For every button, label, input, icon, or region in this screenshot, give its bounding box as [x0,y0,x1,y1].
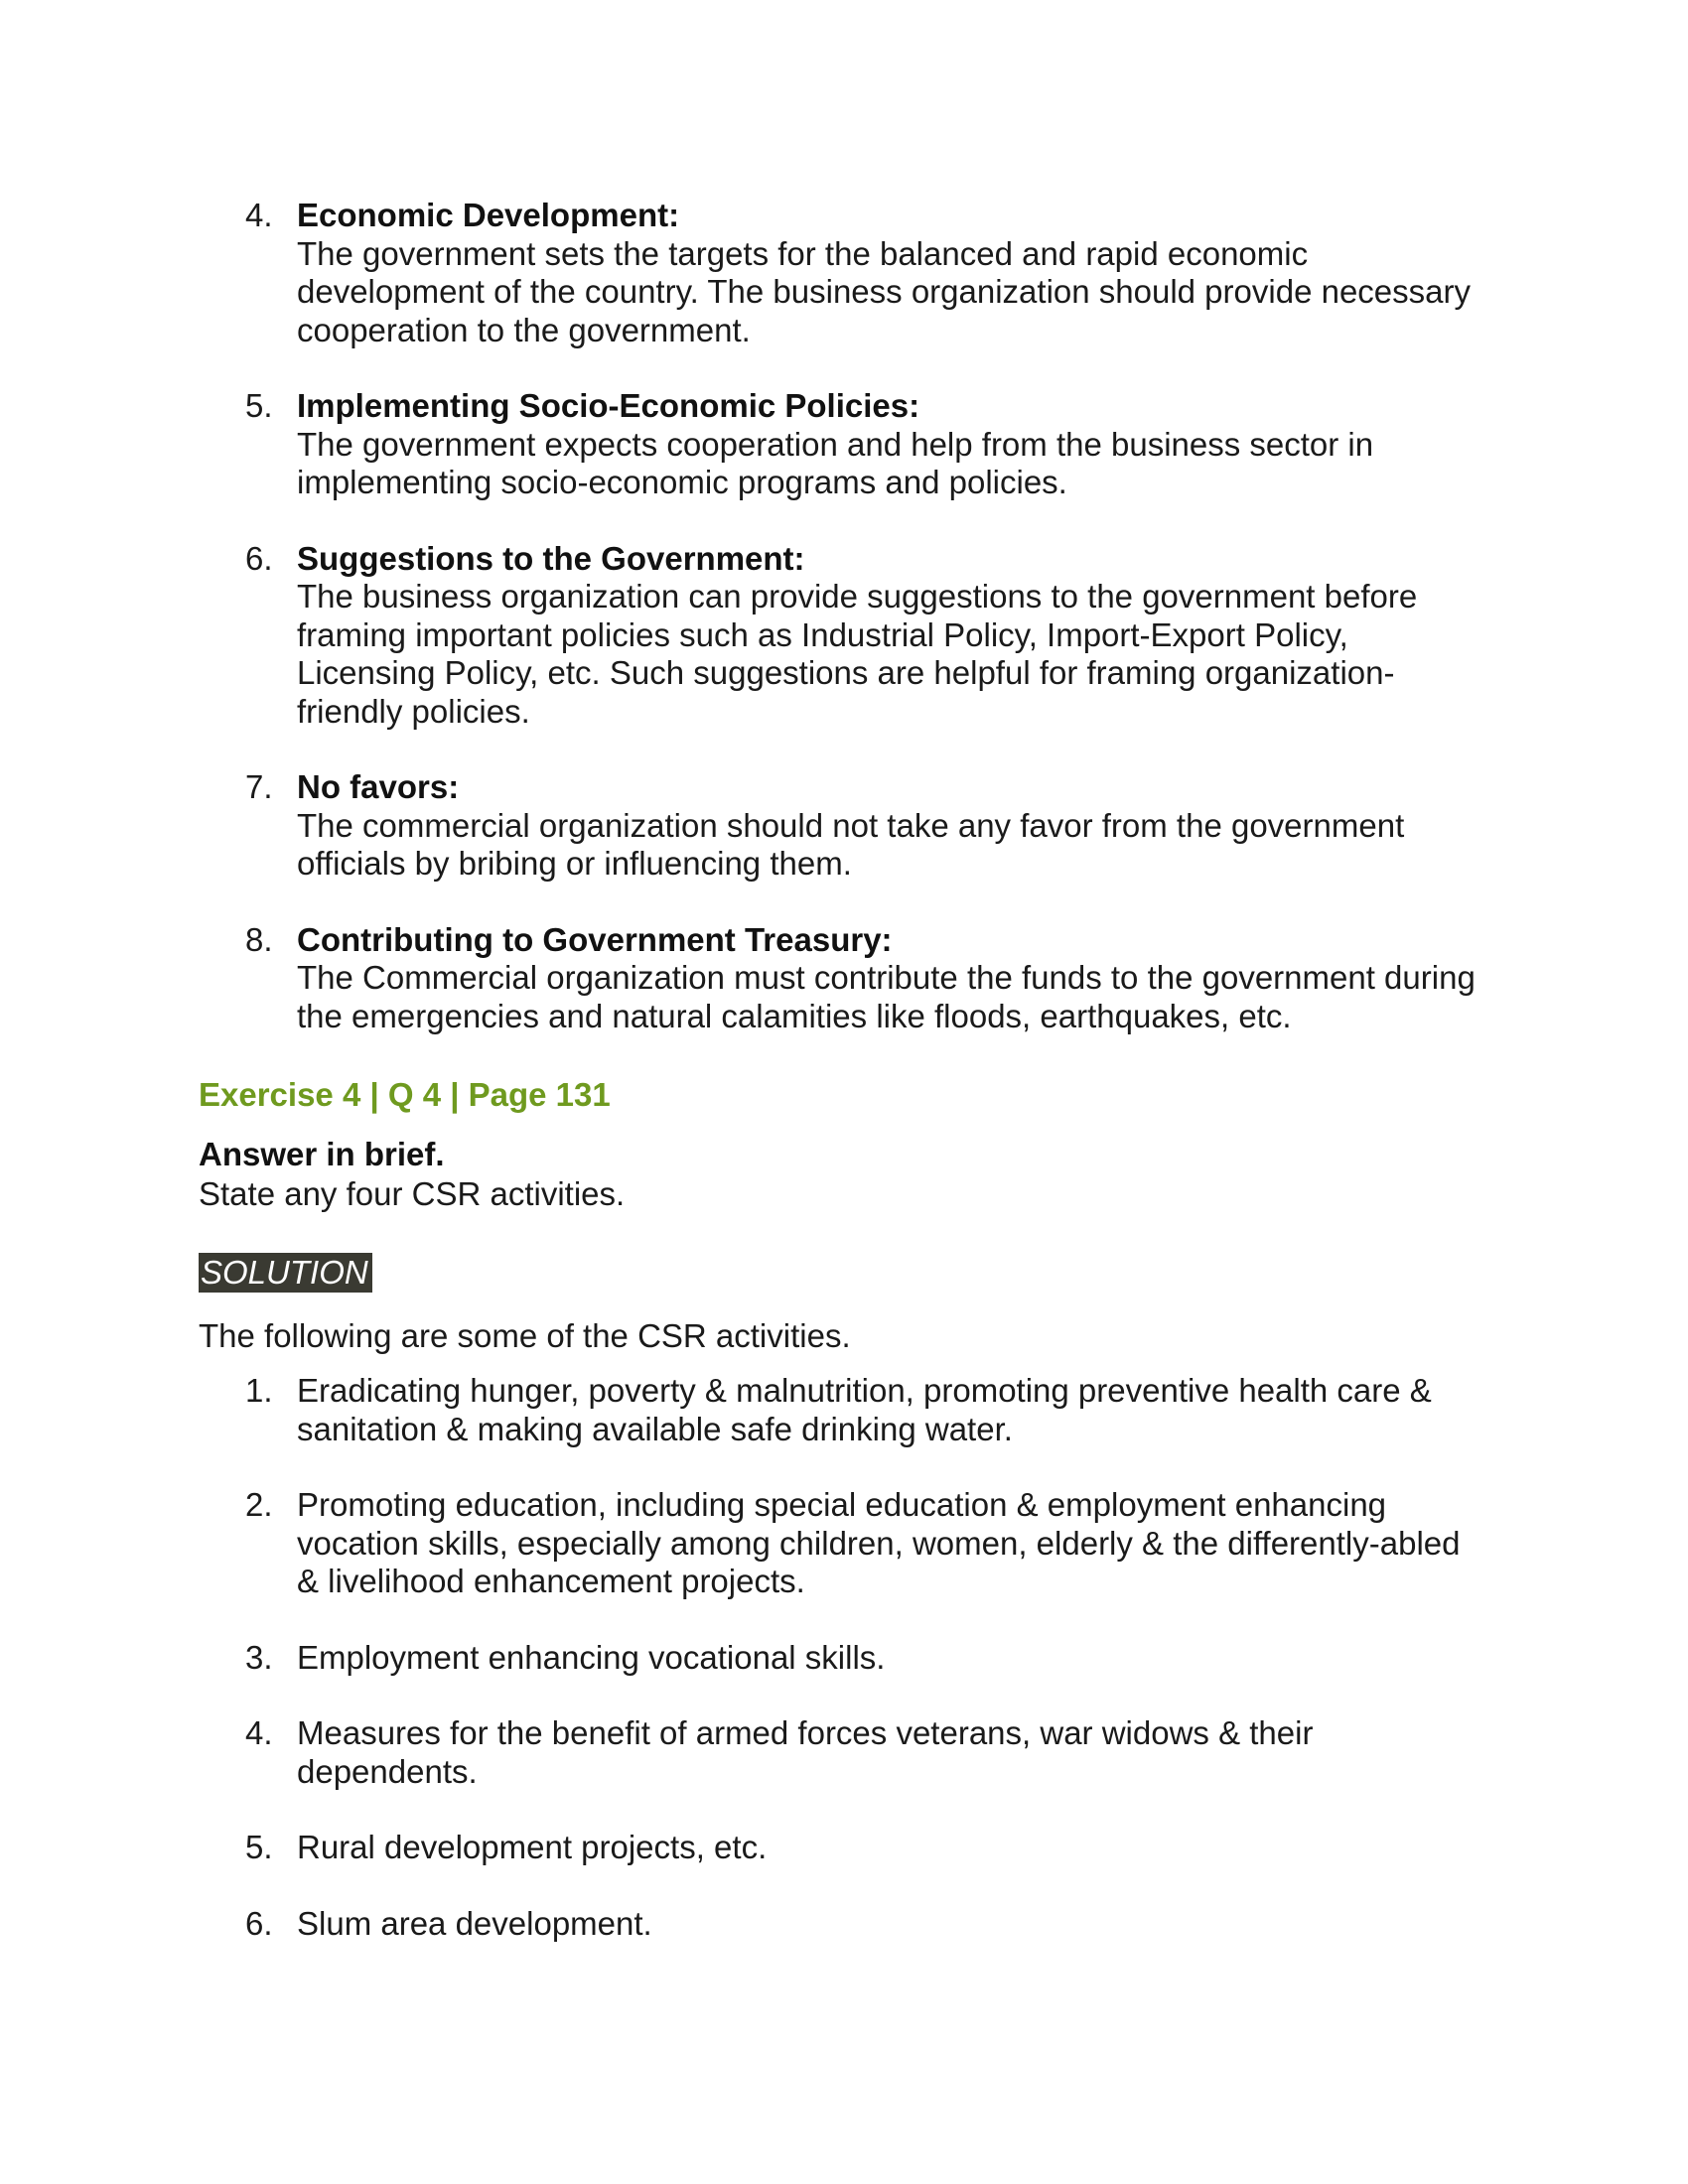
item-line: Measures for the benefit of armed forces veterans, war widows & their [297,1714,1314,1751]
item-line: the emergencies and natural calamities like floods, earthquakes, etc. [297,997,1292,1034]
item-line: Employment enhancing vocational skills. [297,1638,886,1676]
list-item [245,197,1496,349]
item-number: 4. [245,197,273,233]
item-number: 2. [245,1486,273,1523]
list-item [245,1486,1496,1601]
item-line: officials by bribing or influencing them. [297,845,852,882]
item-line: development of the country. The business organization should provide necessary [297,273,1471,310]
solution-intro: The following are some of the CSR activities. [199,1317,851,1354]
list-item [245,768,1496,884]
item-line: implementing socio-economic programs and policies. [297,464,1067,500]
list-item [245,1714,1496,1791]
item-line: sanitation & making available safe drinking water. [297,1410,1013,1447]
csr-activities-list [245,1372,1496,1980]
item-title: Implementing Socio-Economic Policies: [297,387,920,424]
item-title: No favors: [297,768,460,805]
item-title: Suggestions to the Government: [297,539,805,577]
item-line: Slum area development. [297,1904,652,1942]
item-line: Promoting education, including special education & employment enhancing [297,1486,1387,1523]
question-text: State any four CSR activities. [199,1175,626,1212]
item-title: Contributing to Government Treasury: [297,920,893,958]
list-item [245,540,1496,732]
list-item [245,387,1496,502]
list-item [245,1639,1496,1678]
answer-label: Answer in brief. [199,1136,445,1172]
item-line: The business organization can provide suggestions to the government before [297,578,1418,614]
government-responsibilities-list [245,197,1496,1073]
item-line: Eradicating hunger, poverty & malnutrition, promoting preventive health care & [297,1372,1432,1409]
list-item [245,921,1496,1036]
solution-badge: SOLUTION [199,1253,372,1293]
item-line: & livelihood enhancement projects. [297,1563,805,1599]
item-line: Licensing Policy, etc. Such suggestions are helpful for framing organization- [297,654,1395,691]
list-item [245,1829,1496,1867]
list-item [245,1372,1496,1448]
item-number: 7. [245,768,273,805]
item-line: cooperation to the government. [297,311,751,348]
item-number: 5. [245,387,273,424]
item-line: Rural development projects, etc. [297,1829,768,1865]
item-line: dependents. [297,1752,478,1790]
list-item [245,1905,1496,1944]
item-number: 1. [245,1372,273,1409]
item-number: 5. [245,1829,273,1865]
item-line: vocation skills, especially among children, women, elderly & the differently-abled [297,1524,1461,1562]
item-line: framing important policies such as Industrial Policy, Import-Export Policy, [297,615,1348,653]
item-line: The government sets the targets for the balanced and rapid economic [297,234,1309,272]
item-line: The commercial organization should not take any favor from the government [297,806,1405,844]
item-line: friendly policies. [297,692,530,730]
item-line: The Commercial organization must contribute the funds to the government during [297,959,1476,996]
item-title: Economic Development: [297,197,680,233]
item-number: 6. [245,1904,273,1942]
item-number: 4. [245,1714,273,1751]
item-number: 8. [245,920,273,958]
item-line: The government expects cooperation and help from the business sector in [297,425,1374,463]
item-number: 6. [245,539,273,577]
exercise-heading: Exercise 4 | Q 4 | Page 131 [199,1076,611,1113]
item-number: 3. [245,1638,273,1676]
